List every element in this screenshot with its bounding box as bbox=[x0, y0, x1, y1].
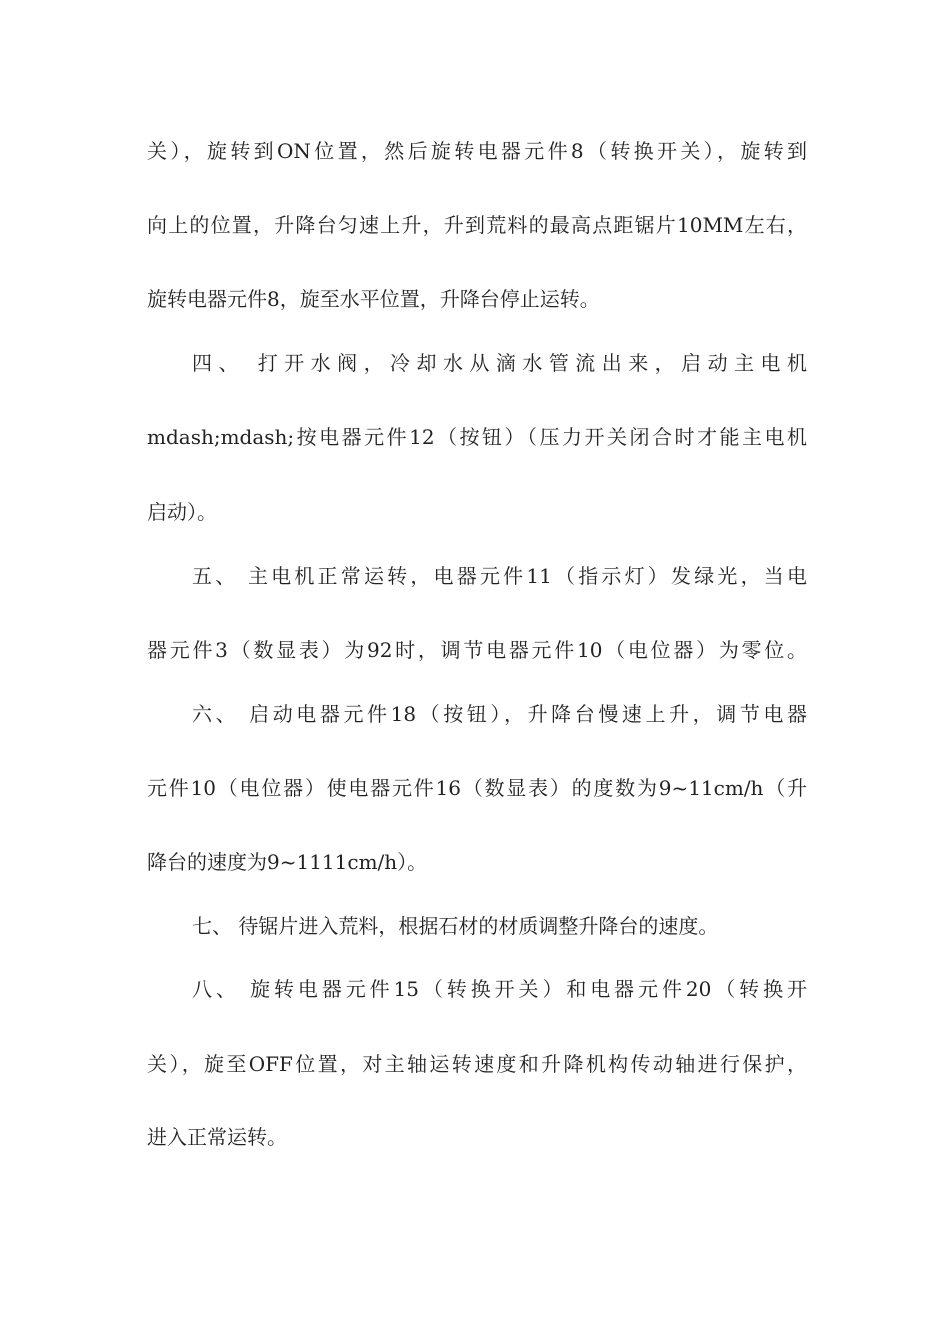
section-six-line-1: 六、 启动电器元件18（按钮），升降台慢速上升，调节电器 bbox=[192, 702, 807, 726]
text-line-2: 向上的位置，升降台匀速上升，升到荒料的最高点距锯片10MM左右， bbox=[147, 213, 807, 237]
section-four-line-2: mdash;mdash;按电器元件12（按钮）（压力开关闭合时才能主电机 bbox=[147, 425, 807, 449]
section-seven-line-1: 七、 待锯片进入荒料，根据石材的材质调整升降台的速度。 bbox=[192, 914, 719, 938]
section-eight-line-2: 关），旋至OFF位置，对主轴运转速度和升降机构传动轴进行保护， bbox=[147, 1052, 807, 1076]
section-four-line-1: 四、 打开水阀，冷却水从滴水管流出来，启动主电机 bbox=[192, 351, 807, 375]
text-line-3: 旋转电器元件8，旋至水平位置，升降台停止运转。 bbox=[147, 287, 600, 311]
section-six-line-3: 降台的速度为9~1111cm/h）。 bbox=[147, 850, 428, 874]
section-five-line-1: 五、 主电机正常运转，电器元件11（指示灯）发绿光，当电 bbox=[192, 564, 807, 588]
section-five-line-2: 器元件3（数显表）为92时，调节电器元件10（电位器）为零位。 bbox=[147, 638, 807, 662]
section-eight-line-3: 进入正常运转。 bbox=[147, 1125, 287, 1149]
section-six-line-2: 元件10（电位器）使电器元件16（数显表）的度数为9~11cm/h（升 bbox=[147, 776, 807, 800]
section-eight-line-1: 八、 旋转电器元件15（转换开关）和电器元件20（转换开 bbox=[192, 977, 807, 1001]
text-line-1: 关），旋转到ON位置，然后旋转电器元件8（转换开关），旋转到 bbox=[147, 139, 807, 163]
section-four-line-3: 启动）。 bbox=[147, 500, 217, 524]
